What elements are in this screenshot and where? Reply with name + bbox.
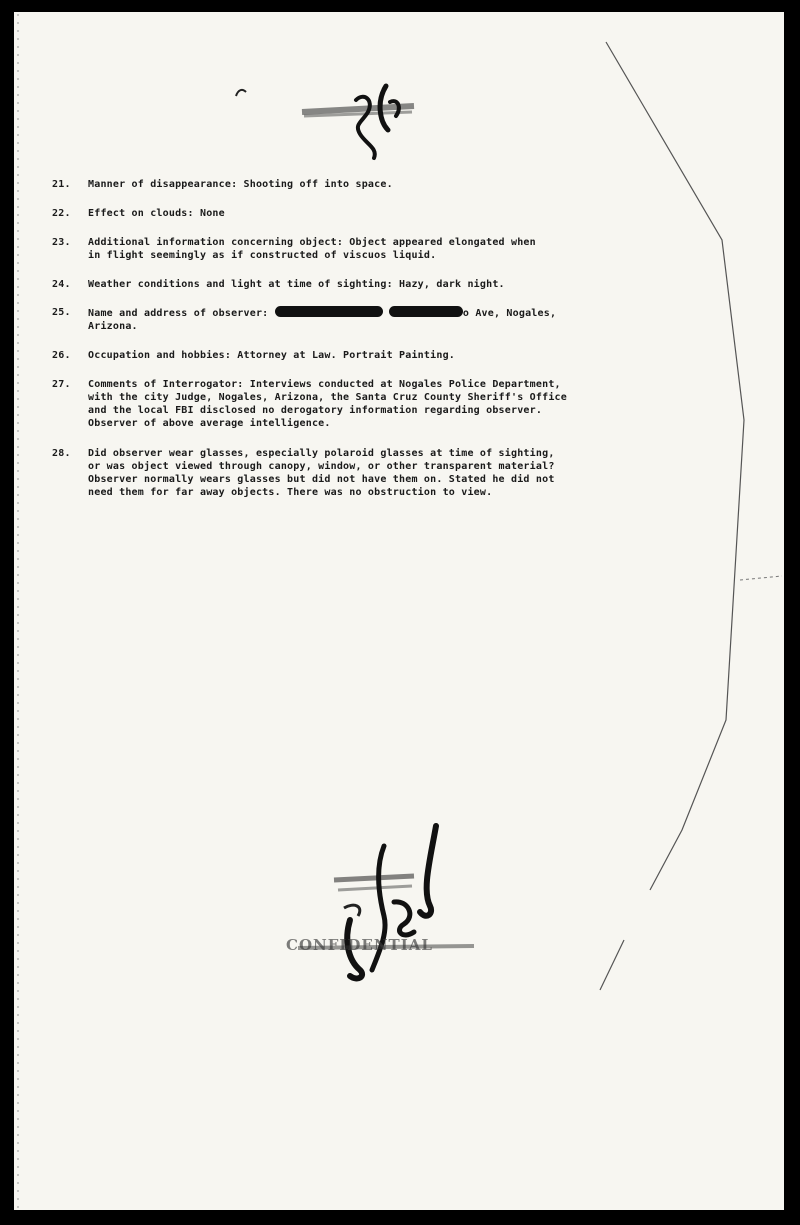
item-text: Weather conditions and light at time of sighting: Hazy, dark night. — [88, 279, 505, 290]
list-item — [52, 207, 672, 220]
bottom-handwritten-mark — [284, 820, 494, 1000]
item-text: Comments of Interrogator: Interviews conducted at Nogales Police Department, with the city Judge, Nogales, Arizona, the Santa Cruz County Sheriff's Office and the local FBI disclosed no derogatory information regarding observer. Observer of above average intelligence. — [88, 379, 567, 429]
item-text — [88, 306, 672, 333]
item-text: Manner of disappearance: Shooting off into space. — [88, 179, 393, 190]
list-item — [52, 178, 672, 191]
list-item — [52, 447, 672, 499]
item-number: 21. — [52, 179, 71, 190]
item-number: 28. — [52, 448, 71, 459]
list-item — [52, 306, 672, 333]
item-number: 22. — [52, 208, 71, 219]
item-text: Effect on clouds: None — [88, 208, 225, 219]
item-number: 27. — [52, 379, 71, 390]
item-number: 24. — [52, 279, 71, 290]
list-item — [52, 349, 672, 362]
list-item — [52, 278, 672, 291]
item-number: 23. — [52, 237, 71, 248]
tick-mark — [232, 82, 252, 102]
list-item — [52, 236, 672, 262]
list-item — [52, 378, 672, 430]
report-items — [52, 178, 672, 499]
item-text: Additional information concerning object: Object appeared elongated when in flight seemingly as if constructed of viscuos liquid. — [88, 237, 536, 261]
item-number: 25. — [52, 307, 71, 318]
observer-label: Name and address of observer: — [88, 308, 269, 319]
confidential-stamp: CONFIDENTIAL — [286, 936, 433, 954]
observer-city: Arizona. — [88, 321, 138, 332]
redaction-block — [389, 306, 463, 317]
item-text: Occupation and hobbies: Attorney at Law. Portrait Painting. — [88, 350, 456, 361]
item-number: 26. — [52, 350, 71, 361]
observer-street: o Ave, Nogales, — [462, 308, 557, 319]
redaction-block — [275, 306, 383, 317]
item-text: Did observer wear glasses, especially polaroid glasses at time of sighting, or was object viewed through canopy, window, or other transparent material? Observer normally wears glasses but did not have them on. Stated he did not need them for far away objects. There was no obstruction to view. — [88, 448, 555, 498]
document-page — [14, 12, 784, 1210]
top-handwritten-mark — [294, 72, 434, 172]
